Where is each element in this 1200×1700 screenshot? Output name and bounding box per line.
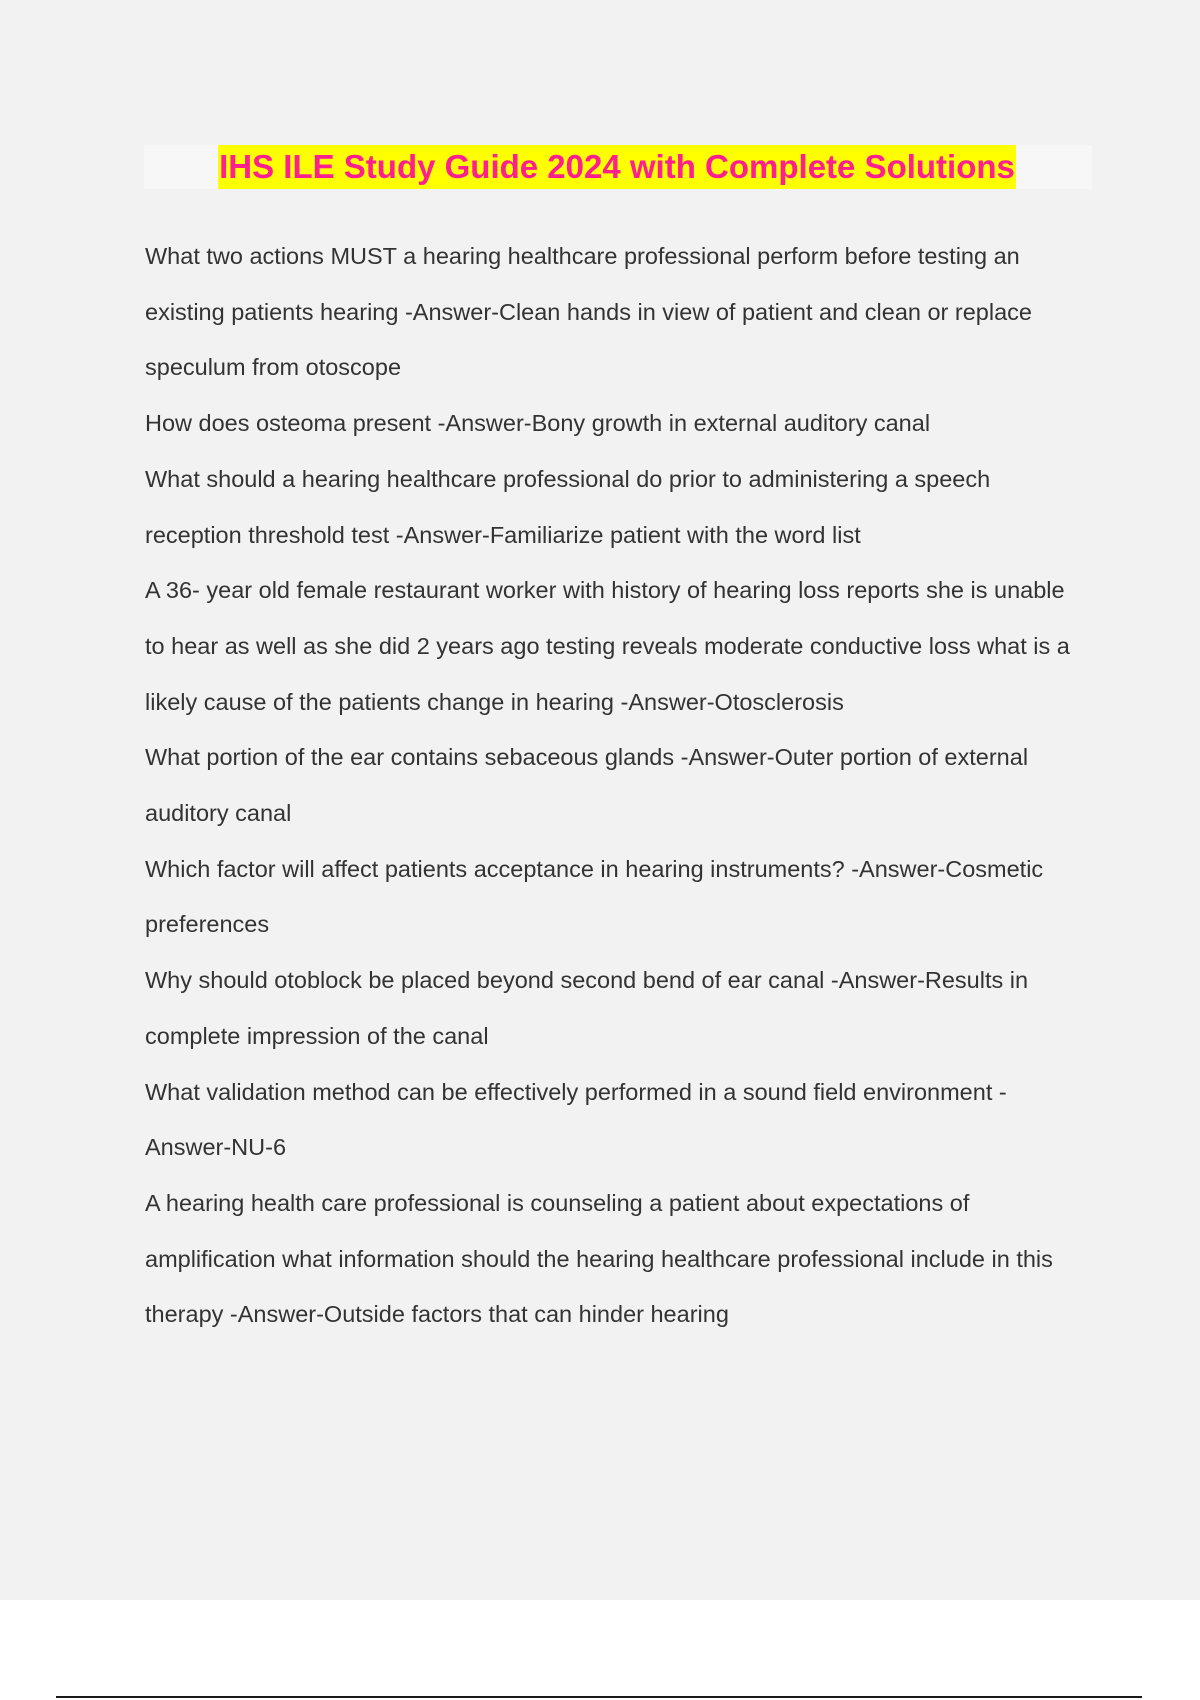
document-title: IHS ILE Study Guide 2024 with Complete Solutions: [218, 145, 1016, 189]
qa-entry: What validation method can be effectively performed in a sound field environment -Answer-NU-6: [145, 1078, 1007, 1161]
study-guide-content: [145, 229, 1090, 1343]
qa-entry: How does osteoma present -Answer-Bony growth in external auditory canal: [145, 410, 931, 437]
footer-divider: [56, 1696, 1142, 1698]
qa-entry: What should a hearing healthcare professional do prior to administering a speech reception threshold test -Answer-Familiarize patient with the word list: [145, 465, 991, 548]
title-container: [0, 145, 1200, 189]
qa-entry: Which factor will affect patients acceptance in hearing instruments? -Answer-Cosmetic preferences: [145, 855, 1044, 938]
qa-entry: Why should otoblock be placed beyond second bend of ear canal -Answer-Results in complete impression of the canal: [145, 967, 1029, 1049]
qa-entry: What portion of the ear contains sebaceous glands -Answer-Outer portion of external auditory canal: [145, 744, 1029, 827]
qa-entry: What two actions MUST a hearing healthcare professional perform before testing an existing patients hearing -Answer-Clean hands in view of patient and clean or replace speculum from otoscope: [145, 243, 1032, 381]
qa-entry: A 36- year old female restaurant worker with history of hearing loss reports she is unable to hear as well as she did 2 years ago testing reveals moderate conductive loss what is a likely cause of the patients change in hearing -Answer-Otosclerosis: [145, 577, 1070, 715]
qa-entry: A hearing health care professional is counseling a patient about expectations of amplification what information should the hearing healthcare professional include in this therapy -Answer-Outside factors that can hinder hearing: [145, 1189, 1053, 1328]
